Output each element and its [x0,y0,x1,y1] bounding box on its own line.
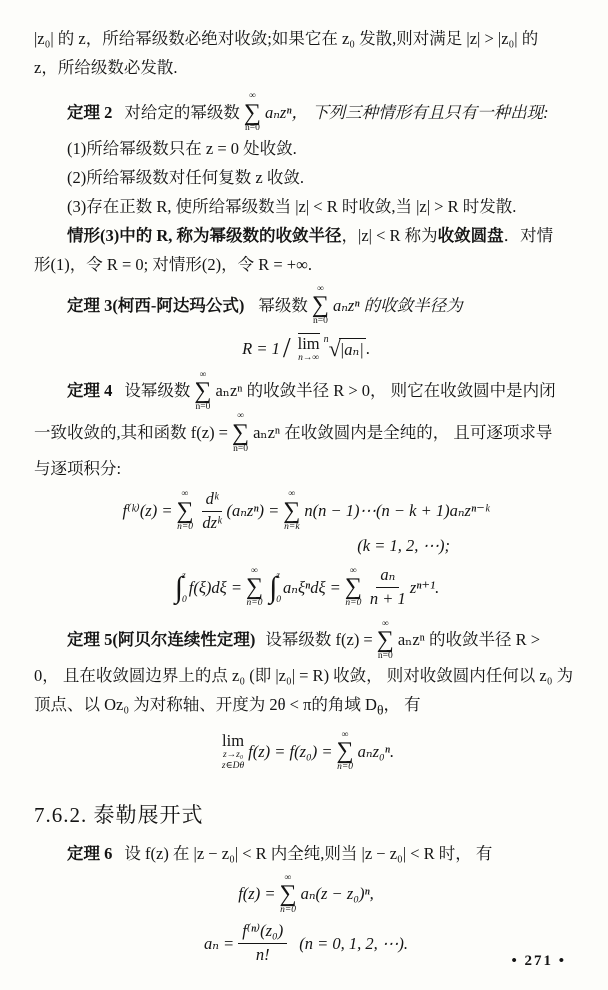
theorem4-line-1 [34,371,578,413]
abel-limit-formula [34,731,578,773]
formula-lhs: R = 1 [242,338,280,358]
sigma-icon: ∑ [279,881,297,908]
theorem4-line-2 [34,412,578,454]
cauchy-hadamard-formula [34,333,578,365]
sum-lower-limit: n=0 [177,521,193,532]
theorem2-statement [34,92,578,134]
theorem5-line-1 [34,620,578,662]
sum-symbol [246,567,263,609]
remark-case-word: 情形(3)中的 R, 称为幂级数的 [67,225,276,245]
root-index: n [323,333,329,345]
lim-subscript-2: z∈Dθ [221,760,245,771]
theorem5-line3-pre: 顶点、以 Oz₀ 为对称轴、开度为 2θ < π的角域 D [34,695,377,715]
taylor-rhs: aₙ(z − z₀)ⁿ, [300,884,374,904]
term-convergence-disk: 收敛圆盘 [437,225,504,245]
radicand: |aₙ| [339,339,364,359]
sum-symbol [232,412,249,454]
sum-lower-limit: n=k [284,521,300,532]
theorem4-pre: 设幂级数 [124,381,191,401]
sum-upper-limit: ∞ [284,872,292,883]
sum-lower-limit: n=0 [280,904,296,915]
taylor-coefficient-formula [34,921,578,965]
sum-lower-limit: n=0 [233,443,248,454]
theorem2-post: aₙzⁿ， 下列三种情形有且只有一种出现: [264,102,549,122]
sum-lower-limit: n=0 [377,650,393,661]
k-range-annotation: (k = 1, 2, ⋯); [357,536,450,556]
limsup-subscript: n→∞ [298,353,320,364]
integral-icon: ∫ [174,570,183,604]
limsup-stack [298,333,320,364]
theorem5-line-3 [34,690,578,724]
fraction-denominator: n + 1 [369,589,406,609]
deriv-lhs: f⁽ᵏ⁾(z) = [122,501,173,521]
integral-upper-limit: z [276,570,280,581]
sum-lower-limit: n=0 [195,401,211,412]
theorem2-item-3: (3)存在正数 R, 使所给幂级数当 |z| < R 时收敛,当 |z| > R 时发散. [67,196,517,216]
sigma-icon: ∑ [176,497,194,524]
theorem6-statement [34,839,578,868]
integral-lhs: f(ξ)dξ = [188,577,242,597]
sum-symbol-nk [283,490,300,532]
theorem3-statement [34,285,578,327]
sum-upper-limit: ∞ [251,565,258,576]
fraction-denominator: dzᵏ [202,512,222,532]
sum-upper-limit: ∞ [237,411,244,422]
integral-mid: aₙξⁿdξ = [283,577,341,597]
taylor-lhs: f(z) = [238,884,276,904]
sum-symbol [194,371,211,413]
term-convergence-radius: 收敛半径 [275,225,342,245]
lim-word: lim [222,730,245,750]
sigma-icon: ∑ [311,292,329,319]
sum-upper-limit: ∞ [349,565,357,576]
theorem3-label: 定理 3(柯西-阿达玛公式) [67,295,245,315]
sum-upper-limit: ∞ [288,489,296,500]
integral-sign [269,571,281,605]
section-heading: 7.6.2. 泰勒展开式 [34,802,204,827]
theorem5-post: aₙzⁿ 的收敛半径 R > [397,630,541,650]
abel-mid: f(z) = f(z₀) = [248,741,333,761]
sum-symbol [312,285,329,327]
theta-subscript: θ [376,702,384,718]
integral-upper-limit: z [181,570,186,581]
radical-icon: √ [328,335,341,361]
theorem6-label: 定理 6 [67,843,113,863]
coeff-lhs: aₙ = [204,933,235,953]
theorem3-pre: 幂级数 [258,295,308,315]
sum-symbol [244,92,261,134]
dk-dzk-fraction [202,489,223,533]
sigma-icon: ∑ [194,378,212,405]
sum-lower-limit: n=0 [312,316,328,327]
taylor-expansion-formula [34,874,578,916]
theorem2-pre: 对给定的幂级数 [124,102,240,122]
sigma-icon: ∑ [336,738,354,765]
sum-symbol [345,567,362,609]
termwise-derivative-formula [34,489,578,533]
theorem5-line3-post: ， 有 [383,695,421,715]
integral-limits [276,571,281,605]
integral-sign [175,571,187,605]
sum-upper-limit: ∞ [181,489,189,500]
theorem4-line-3: 与逐项积分: [34,459,122,479]
sigma-icon: ∑ [283,497,301,524]
fraction-numerator: f⁽ⁿ⁾(z₀) [238,921,287,944]
sigma-icon: ∑ [232,419,250,446]
sum-symbol [377,620,394,662]
deriv-mid: (aₙzⁿ) = [226,501,280,521]
sigma-icon: ∑ [376,627,394,654]
integral-limits [182,571,187,605]
abel-rhs: aₙz₀ⁿ. [357,741,395,761]
theorem2-remark-line-1 [34,221,578,250]
sum-symbol [279,874,296,916]
lim-stack [222,732,244,772]
sum-symbol [337,731,354,773]
sigma-icon: ∑ [243,99,261,126]
sum-upper-limit: ∞ [199,369,207,380]
sum-symbol [176,490,193,532]
sum-lower-limit: n=0 [245,123,260,134]
integral-lower-limit: 0 [181,594,187,605]
deriv-rhs: n(n − 1)⋯(n − k + 1)aₙzⁿ⁻ᵏ [304,501,490,521]
lim-subscript-1: z→z₀ [222,749,244,760]
integral-lower-limit: 0 [276,594,282,605]
division-slash: / [282,332,291,364]
theorem4-mid: aₙzⁿ 的收敛半径 R > 0， 则它在收敛圆中是内闭 [215,381,556,401]
sum-upper-limit: ∞ [249,91,256,101]
theorem4-label: 定理 4 [67,381,113,401]
an-over-n1-fraction [370,565,406,609]
theorem5-label: 定理 5(阿贝尔连续性定理) [67,630,256,650]
sum-upper-limit: ∞ [317,283,324,294]
intro-line-1: |z₀| 的 z，所给幂级数必绝对收敛;如果它在 z₀ 发散,则对满足 |z| > |z₀| 的 [34,29,539,48]
theorem4-line2-pre: 一致收敛的,其和函数 f(z) = [34,423,228,443]
fraction-numerator: aₙ [376,565,399,588]
formula-period: . [365,338,370,358]
theorem5-pre: 设幂级数 f(z) = [265,630,373,650]
theorem5-line-2: 0， 且在收敛圆边界上的点 z₀ (即 |z₀| = R) 收敛， 则对收敛圆内任何以 z₀ 为 [34,666,574,686]
coeff-fraction [238,921,287,965]
theorem6-text: 设 f(z) 在 |z − z₀| < R 内全纯,则当 |z − z₀| < R 时， 有 [124,843,493,863]
sigma-icon: ∑ [245,574,264,601]
theorem2-remark-line-2: 形(1)，令 R = 0; 对情形(2)，令 R = +∞. [34,254,313,274]
theorem3-post: aₙzⁿ 的收敛半径为 [332,295,463,315]
sum-upper-limit: ∞ [341,729,349,740]
remark-mid: ，|z| < R 称为 [341,225,438,245]
sum-lower-limit: n=0 [345,597,362,608]
nth-root [323,333,366,361]
coeff-range: (n = 0, 1, 2, ⋯). [299,933,408,953]
fraction-denominator: n! [255,945,270,964]
termwise-integral-formula [34,565,578,609]
page-number: • 271 • [511,953,566,969]
theorem4-line2-post: aₙzⁿ 在收敛圆内是全纯的， 且可逐项求导 [253,423,553,443]
theorem2-item-2: (2)所给幂级数对任何复数 z 收敛. [67,167,304,187]
sum-lower-limit: n=0 [337,762,354,773]
sum-upper-limit: ∞ [381,618,389,629]
intro-line-2: z，所给级数必发散. [34,58,178,77]
theorem2-label: 定理 2 [67,102,113,122]
remark-post: ．对情 [503,225,554,245]
theorem2-item-1: (1)所给幂级数只在 z = 0 处收敛. [67,138,297,158]
sum-lower-limit: n=0 [246,597,263,608]
integral-rhs: zⁿ⁺¹. [409,577,440,597]
sigma-icon: ∑ [344,574,362,601]
fraction-numerator: dᵏ [202,489,223,512]
integral-icon: ∫ [269,570,278,604]
limsup-word: lim [297,334,320,354]
